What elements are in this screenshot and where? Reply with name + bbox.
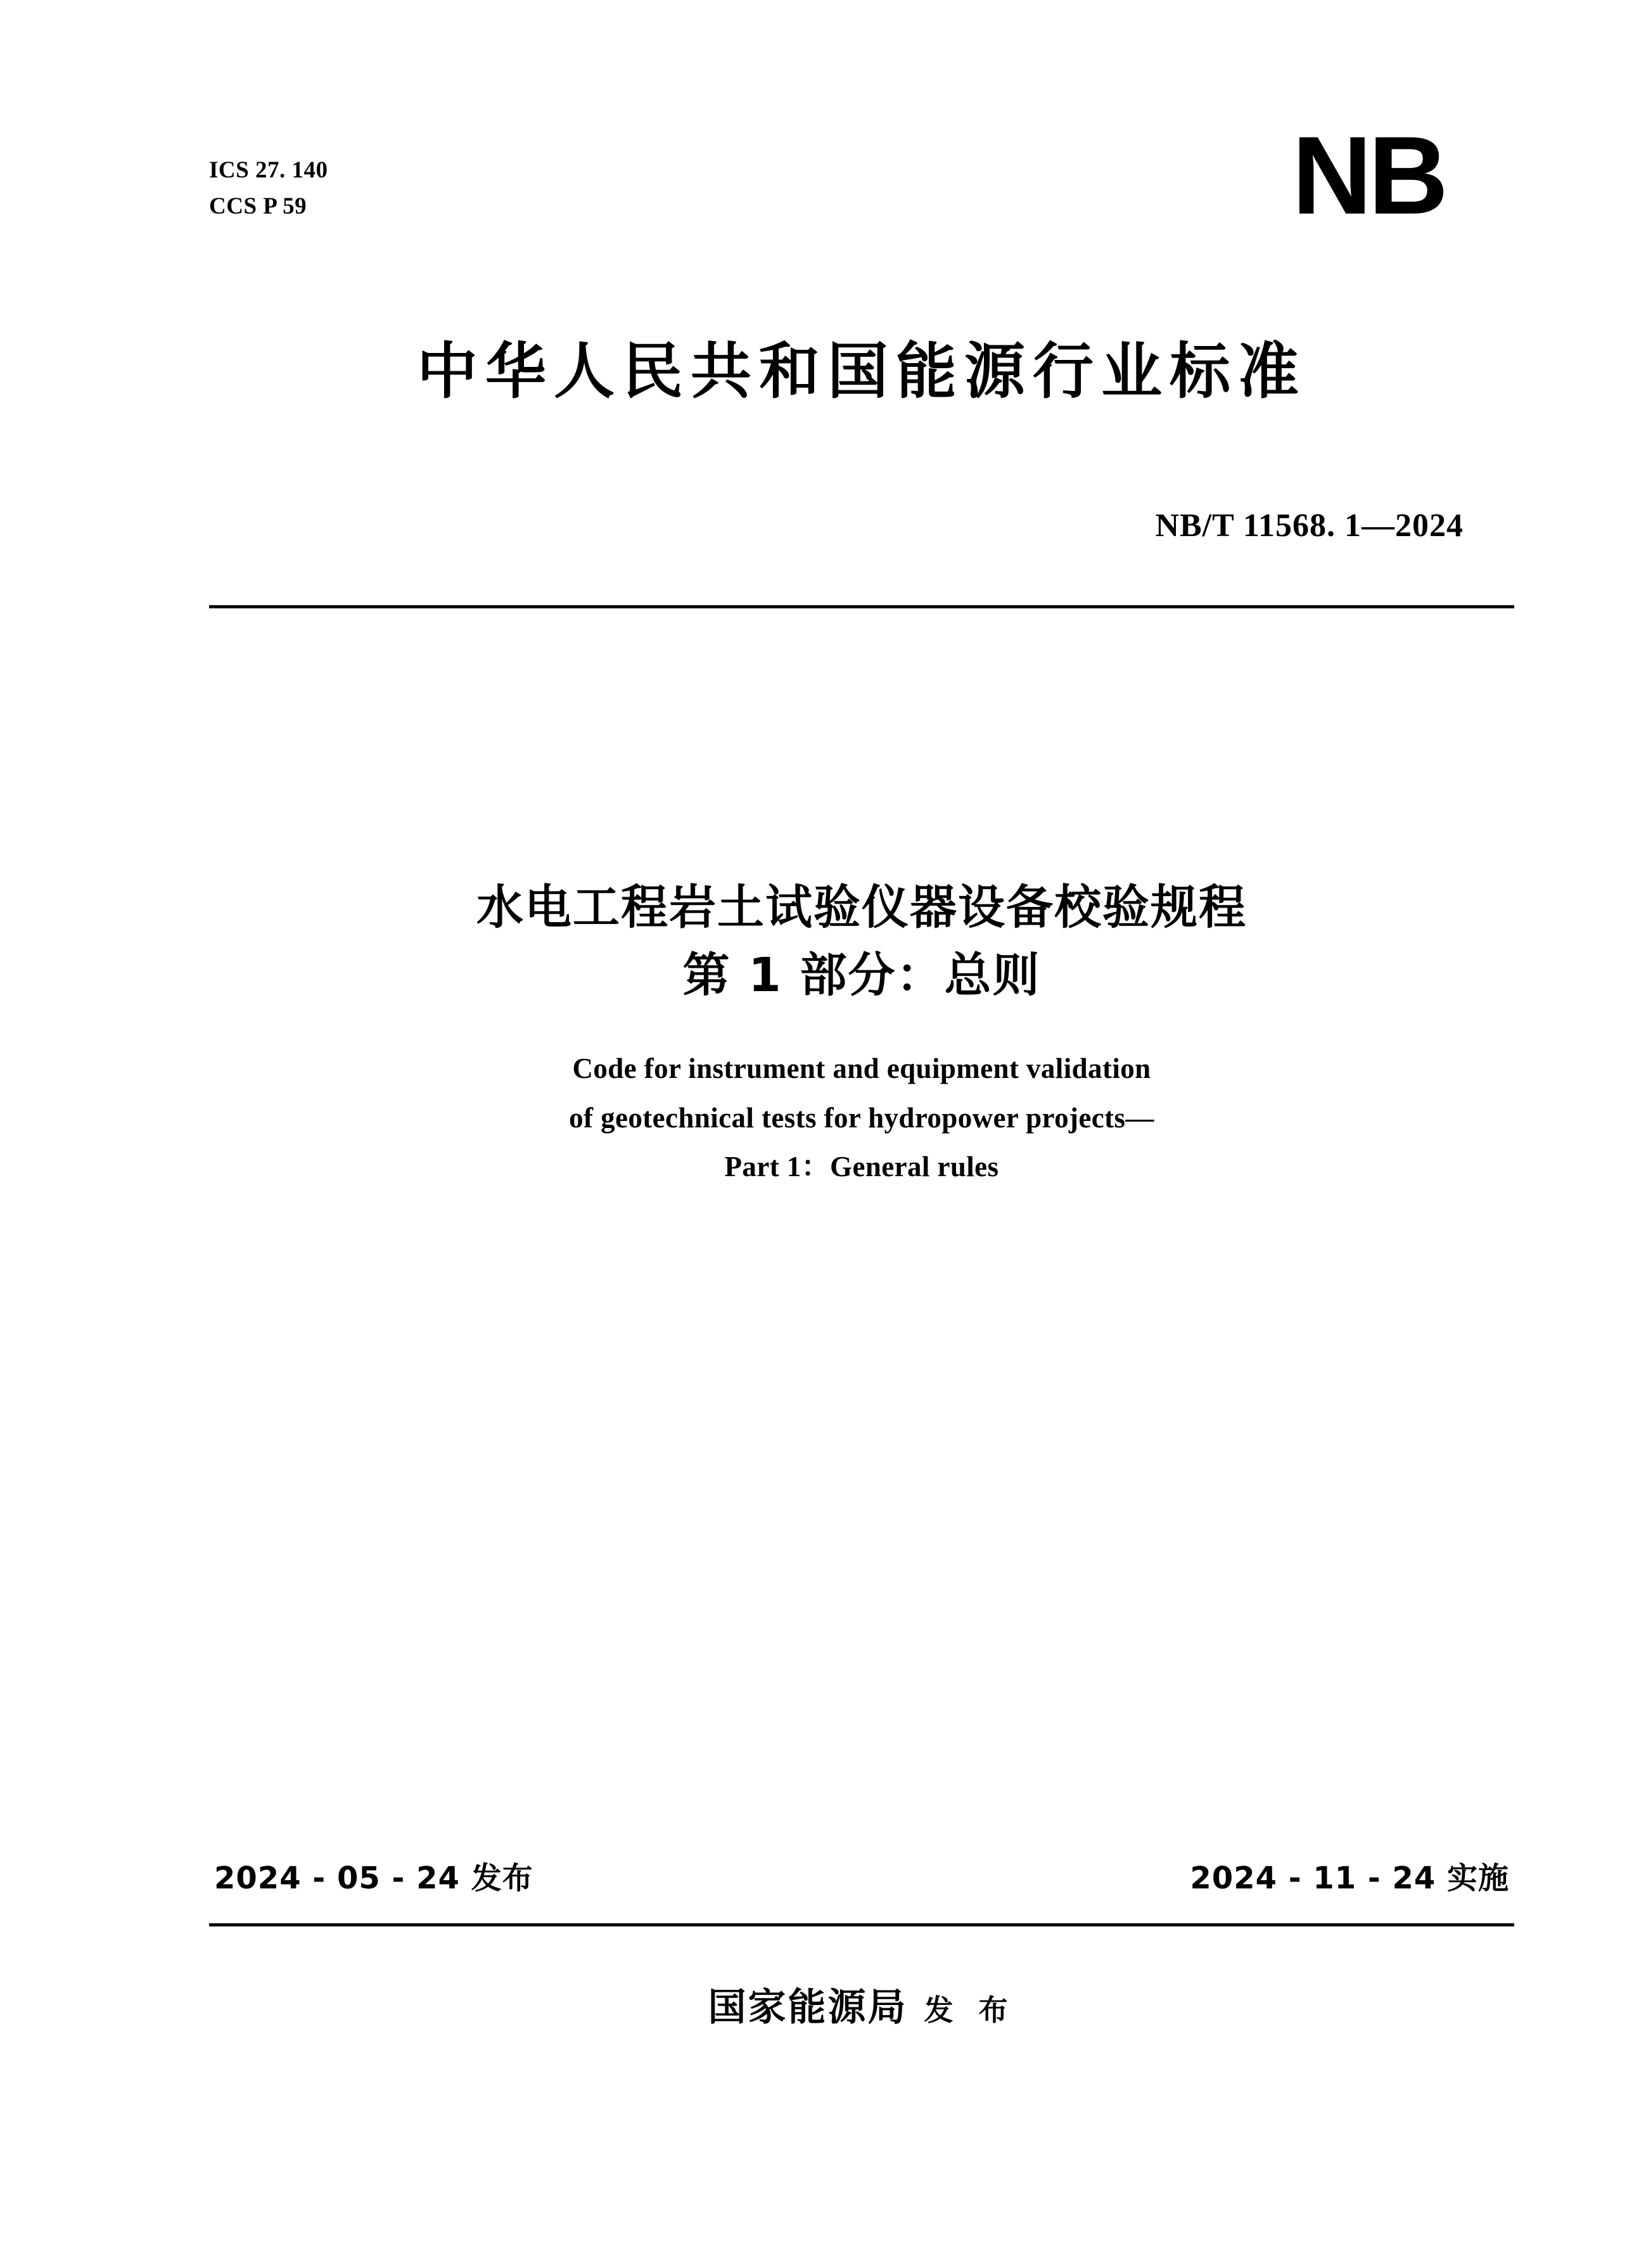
english-title-line-2: of geotechnical tests for hydropower projects— [569,1101,1154,1134]
page-title: 水电工程岩土试验仪器设备校验规程 [476,880,1247,935]
issuing-authority [209,1977,1514,2032]
issue-date: 2024 - 05 - 24 发布 [214,1861,533,1896]
document-title-group [209,878,1514,1192]
standard-org-title: 中华人民共和国能源行业标准 [417,336,1306,407]
issuer-name: 国家能源局 [708,1985,908,2030]
english-title-line-3: Part 1：General rules [724,1151,999,1183]
standard-number: NB/T 11568. 1—2024 [1155,508,1464,544]
ics-code: ICS 27. 140 [209,157,328,183]
effective-date: 2024 - 11 - 24 实施 [1190,1861,1509,1896]
english-title-line-1: Code for instrument and equipment validation [572,1053,1151,1085]
ccs-code: CCS P 59 [209,193,307,220]
classification-codes [209,152,328,225]
header-divider [209,605,1514,608]
issuer-verb: 发 布 [924,1993,1016,2027]
date-row [209,1854,1514,1898]
english-title [209,1044,1514,1191]
cover-header [209,114,1514,311]
nb-logo: NB [1292,114,1445,238]
cover-content [209,0,1514,2268]
page-subtitle: 第 1 部分：总则 [682,947,1041,1003]
footer-divider [209,1923,1514,1926]
